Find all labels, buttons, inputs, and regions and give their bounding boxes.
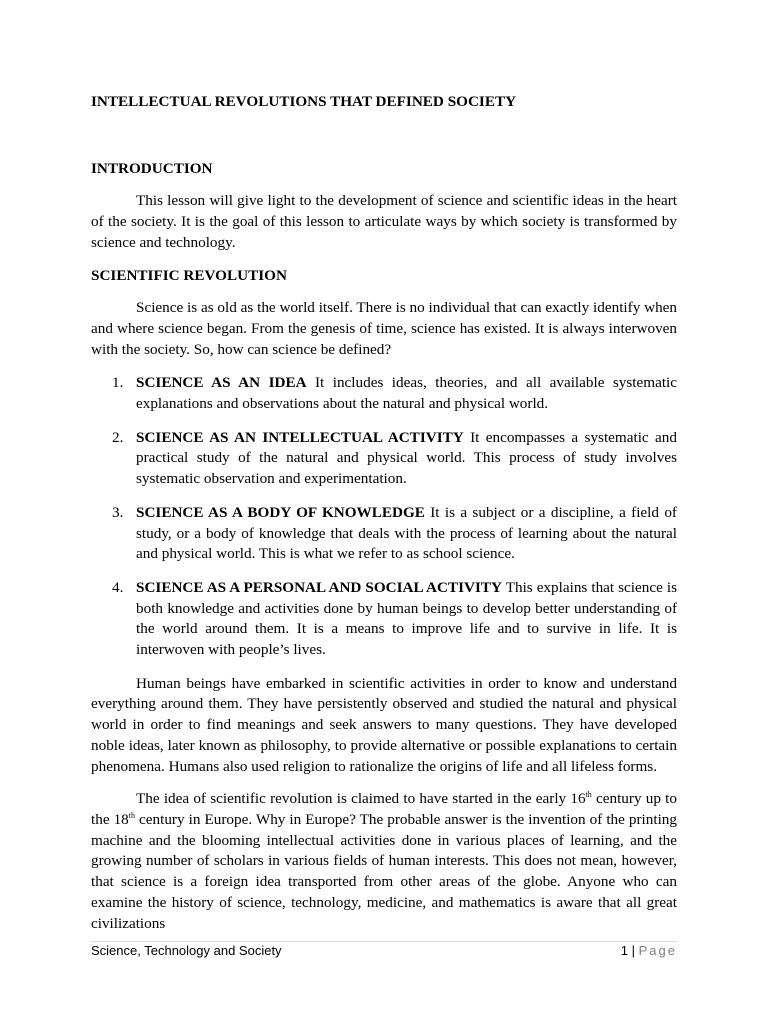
list-item-number: 2.	[112, 428, 124, 446]
list-item-term: SCIENCE AS A PERSONAL AND SOCIAL ACTIVITY	[136, 578, 502, 596]
page-separator: |	[631, 943, 635, 958]
superscript: th	[128, 810, 136, 820]
introduction-paragraph: This lesson will give light to the development of science and scientific ideas in the heart of the society. It is the goal of this lesson to articulate ways by which society is transformed by science and technology.	[91, 192, 677, 251]
scientific-revolution-paragraph	[91, 789, 677, 934]
list-item-number: 1.	[112, 374, 124, 392]
list-item-number: 4.	[112, 578, 124, 596]
list-item	[91, 373, 677, 414]
paragraph-text: century up to the 18	[91, 790, 677, 828]
list-item	[91, 428, 677, 490]
list-item-text: It includes ideas, theories, and all available systematic explanations and observations about the natural and physical world.	[136, 374, 677, 413]
list-item	[91, 503, 677, 565]
scientific-revolution-heading: SCIENTIFIC REVOLUTION	[91, 266, 287, 284]
page-number: 1	[620, 943, 628, 958]
footer-page-indicator	[621, 942, 677, 960]
document-title: INTELLECTUAL REVOLUTIONS THAT DEFINED SOCIETY	[91, 93, 517, 110]
list-item-term: SCIENCE AS AN INTELLECTUAL ACTIVITY	[136, 428, 464, 446]
document-body	[91, 92, 677, 934]
list-item-text: It is a subject or a discipline, a field of study, or a body of knowledge that deals with the process of learning about the natural and physical world. This is what we refer to as school science.	[136, 503, 677, 563]
footer-course-title: Science, Technology and Society	[91, 943, 282, 958]
list-item-text: It encompasses a systematic and practical study of the natural and physical world. This process of study involves systematic observation and experimentation.	[136, 428, 677, 488]
page-label: Page	[638, 943, 677, 958]
paragraph-text: century in Europe. Why in Europe? The probable answer is the invention of the printing machine and the blooming intellectual activities done in various places of learning, and the growing number of scholars in various fields of human interests. This does not mean, however, that science is a foreign idea transported from other areas of the globe. Anyone who can examine the history of science, technology, medicine, and mathematics is aware that all great civilizations	[91, 810, 677, 932]
introduction-heading: INTRODUCTION	[91, 159, 213, 177]
science-definitions-list	[91, 373, 677, 660]
list-item-term: SCIENCE AS A BODY OF KNOWLEDGE	[136, 503, 425, 521]
science-definition-paragraph: Science is as old as the world itself. There is no individual that can exactly identify when and where science began. From the genesis of time, science has existed. It is always interwoven with the society. So, how can science be defined?	[91, 299, 677, 358]
paragraph-text: The idea of scientific revolution is claimed to have started in the early 16	[136, 790, 586, 808]
list-item-number: 3.	[112, 503, 124, 521]
list-item	[91, 578, 677, 661]
list-item-term: SCIENCE AS AN IDEA	[136, 374, 307, 392]
human-activities-paragraph: Human beings have embarked in scientific activities in order to know and understand everything around them. They have persistently observed and studied the natural and physical world in order to find meanings and seek answers to many questions. They have developed noble ideas, later known as philosophy, to provide alternative or possible explanations to certain phenomena. Humans also used religion to rationalize the origins of life and all lifeless forms.	[91, 674, 677, 775]
superscript: th	[585, 790, 592, 800]
list-item-text: This explains that science is both knowledge and activities done by human beings to develop better understanding of the world around them. It is a means to improve life and to survive in life. It is interwoven with people’s lives.	[136, 578, 677, 659]
